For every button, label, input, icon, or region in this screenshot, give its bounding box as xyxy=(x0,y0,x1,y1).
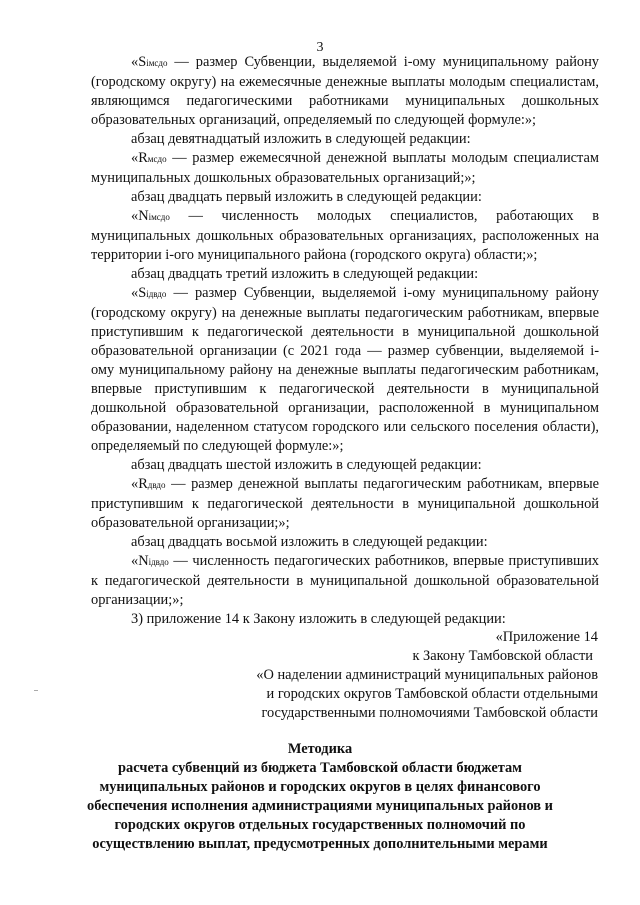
paragraph-text: — размер Субвенции, выделяемой i-ому муниципальному району (городскому округу) на денежные выплаты педагогическим работникам, впервые приступившим к педагогической деятельности в муниципальной дошкольной образовательной организации (с 2021 года — размер субвенции, выделяемой i-ому муниципальному району на денежные выплаты педагогическим работникам, впервые приступившим к педагогической деятельности в муниципальной дошкольной образовательной организации, расположенной в муниципальном образовании, наделенном статусом городского или сельского поселения области), определяемый по следующей формуле:»; xyxy=(91,285,599,454)
paragraph xyxy=(91,284,599,456)
paragraph-text: абзац двадцать шестой изложить в следующей редакции: xyxy=(131,457,482,473)
paragraph-text: — численность молодых специалистов, работающих в муниципальных дошкольных образовательных организациях, расположенных на территории i-ого муниципального района (городского округа) области;»; xyxy=(91,208,599,263)
scan-mark xyxy=(34,690,38,691)
appendix-line: «О наделении администраций муниципальных районов xyxy=(256,667,598,683)
appendix-line: к Закону Тамбовской области xyxy=(412,648,593,664)
appendix-line: государственными полномочиями Тамбовской области xyxy=(261,705,598,721)
paragraph-text: «N xyxy=(131,208,149,224)
paragraph xyxy=(91,130,599,149)
subscript: iдвдо xyxy=(148,557,169,567)
paragraph-text: «R xyxy=(131,476,148,492)
paragraph-text: 3) приложение 14 к Закону изложить в следующей редакции: xyxy=(131,611,506,627)
method-subtitle-line: муниципальных районов и городских округов в целях финансового xyxy=(99,779,541,795)
paragraph xyxy=(91,475,599,533)
paragraph xyxy=(91,149,599,188)
paragraph-text: — численность педагогических работников, впервые приступивших к педагогической деятельности в муниципальной дошкольной образовательной организации;»; xyxy=(91,553,599,608)
method-subtitle-line: обеспечения исполнения администрациями муниципальных районов и xyxy=(87,798,553,814)
paragraph-text: абзац двадцать первый изложить в следующей редакции: xyxy=(131,189,482,205)
paragraph xyxy=(91,552,599,610)
paragraph xyxy=(91,456,599,475)
page-number: 3 xyxy=(316,40,324,55)
paragraph xyxy=(91,207,599,265)
appendix-line: и городских округов Тамбовской области отдельными xyxy=(266,686,598,702)
paragraph xyxy=(91,188,599,207)
paragraph-text: абзац двадцать восьмой изложить в следующей редакции: xyxy=(131,534,488,550)
method-subtitle-line: расчета субвенций из бюджета Тамбовской области бюджетам xyxy=(118,760,522,776)
paragraph-text: абзац девятнадцатый изложить в следующей редакции: xyxy=(131,131,471,147)
subscript: двдо xyxy=(147,480,166,490)
paragraph-text: — размер денежной выплаты педагогическим работникам, впервые приступившим к педагогической деятельности в муниципальной дошкольной образовательной организации;»; xyxy=(91,476,599,531)
paragraph xyxy=(91,53,599,130)
method-subtitle-line: городских округов отдельных государственных полномочий по xyxy=(114,817,526,833)
subscript: мсдо xyxy=(147,154,167,164)
paragraph-text: — размер Субвенции, выделяемой i-ому муниципальному району (городскому округу) на ежемесячные денежные выплаты молодым специалистам, являющимся педагогическими работниками муниципальных дошкольных образовательных организаций, определяемый по следующей формуле:»; xyxy=(91,54,599,128)
amendment-text xyxy=(91,53,599,629)
paragraph-text: «R xyxy=(131,150,148,166)
method-subtitle-line: осуществлению выплат, предусмотренных дополнительными мерами xyxy=(92,836,548,852)
paragraph-text: «S xyxy=(131,54,147,70)
paragraph xyxy=(91,610,599,629)
paragraph-text: — размер ежемесячной денежной выплаты молодым специалистам муниципальных дошкольных образовательных организаций;»; xyxy=(91,150,599,186)
subscript: iдвдо xyxy=(146,289,167,299)
subscript: iмсдо xyxy=(148,212,170,222)
paragraph-text: «S xyxy=(131,285,147,301)
paragraph xyxy=(91,533,599,552)
paragraph-text: «N xyxy=(131,553,149,569)
paragraph xyxy=(91,265,599,284)
method-title: Методика xyxy=(287,741,353,757)
paragraph-text: абзац двадцать третий изложить в следующей редакции: xyxy=(131,266,479,282)
subscript: iмсдо xyxy=(146,58,168,68)
appendix-line: «Приложение 14 xyxy=(495,629,598,645)
